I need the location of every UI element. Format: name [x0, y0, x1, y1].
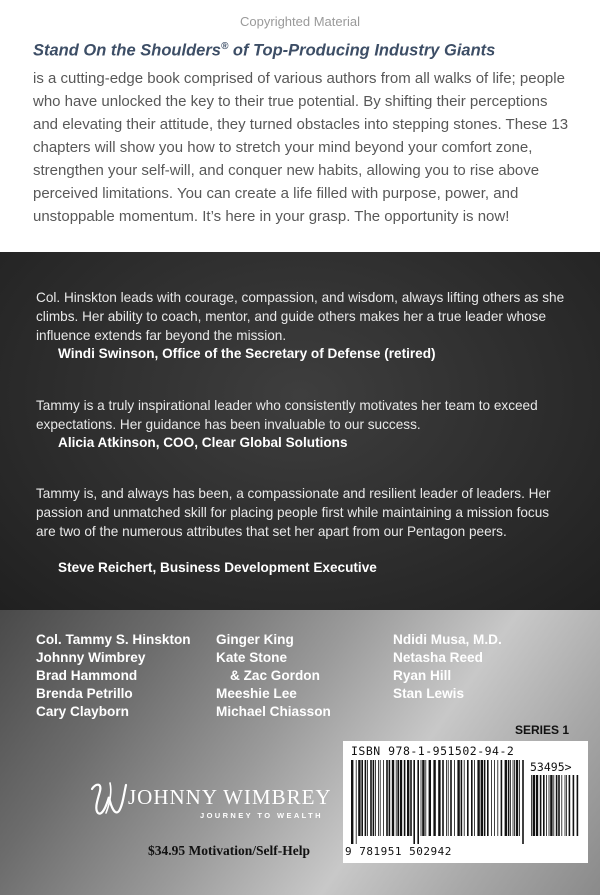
testimonial-quote-1: Col. Hinskton leads with courage, compassion, and wisdom, always lifting others as she climbs. Her ability to coach, mentor, and guide others makes her a true leader whose influence extends far beyond the mission.: [36, 290, 565, 343]
testimonial-attribution-2: Alicia Atkinson, COO, Clear Global Solutions: [58, 435, 348, 450]
description-section: [0, 0, 600, 252]
isbn-text: ISBN 978-1-951502-94-2: [351, 744, 515, 758]
copyright-notice: Copyrighted Material: [240, 14, 360, 29]
author-name: Cary Clayborn: [36, 704, 129, 719]
author-name: Michael Chiasson: [216, 704, 331, 719]
author-column-3: [393, 631, 502, 703]
registered-mark: ®: [220, 41, 229, 52]
author-name: Ginger King: [216, 632, 294, 647]
author-name: Brenda Petrillo: [36, 686, 133, 701]
headline-title: Stand On the Shoulders: [33, 41, 221, 60]
author-name: Netasha Reed: [393, 650, 483, 665]
author-name: Stan Lewis: [393, 686, 465, 701]
author-name: Kate Stone: [216, 650, 288, 665]
testimonial-attribution-3: Steve Reichert, Business Development Executive: [58, 560, 377, 575]
series-label: SERIES 1: [515, 723, 570, 737]
publisher-logo: [88, 779, 348, 824]
author-name: Brad Hammond: [36, 668, 138, 683]
price-category: $34.95 Motivation/Self-Help: [148, 843, 310, 858]
author-name: & Zac Gordon: [230, 668, 320, 683]
author-column-2: [216, 631, 331, 721]
book-description: is a cutting-edge book comprised of various authors from all walks of life; people who have unlocked the key to their true potential. By shifting their perceptions and elevating their attitude, they turned obstacles into stepping stones. These 13 chapters will show you how to stretch your mind beyond your comfort zone, strengthen your self-will, and conquer new habits, allowing you to rise above perceived limitations. You can create a life filled with purpose, power, and unstoppable momentum. It’s here in your grasp. The opportunity is now!: [33, 70, 569, 225]
barcode-bars: [351, 760, 525, 844]
publisher-name: JOHNNY WIMBREY: [128, 785, 332, 809]
author-name: Meeshie Lee: [216, 686, 297, 701]
author-name: Johnny Wimbrey: [36, 650, 146, 665]
author-name: Ndidi Musa, M.D.: [393, 632, 502, 647]
isbn-barcode: [343, 741, 588, 863]
jw-monogram-icon: [88, 779, 130, 819]
publisher-tagline: JOURNEY TO WEALTH: [200, 811, 323, 820]
price-code: 53495>: [530, 760, 572, 774]
testimonial-attribution-1: Windi Swinson, Office of the Secretary of Defense (retired): [58, 346, 436, 361]
barcode-numbers: 9 781951 502942: [345, 845, 452, 858]
headline-rest: of Top-Producing Industry Giants: [228, 41, 496, 60]
author-column-1: [36, 631, 191, 721]
author-name: Ryan Hill: [393, 668, 452, 683]
addon-barcode-bars: [531, 775, 581, 844]
testimonial-quote-3: Tammy is, and always has been, a compassionate and resilient leader of leaders. Her passion and unmatched skill for placing people first while maintaining a mission focus are two of the numerous attributes that set her apart from our Pentagon peers.: [36, 486, 551, 539]
author-name: Col. Tammy S. Hinskton: [36, 632, 191, 647]
testimonial-quote-2: Tammy is a truly inspirational leader who consistently motivates her team to exceed expectations. Her guidance has been invaluable to our success.: [36, 398, 538, 432]
book-headline: [33, 41, 573, 61]
